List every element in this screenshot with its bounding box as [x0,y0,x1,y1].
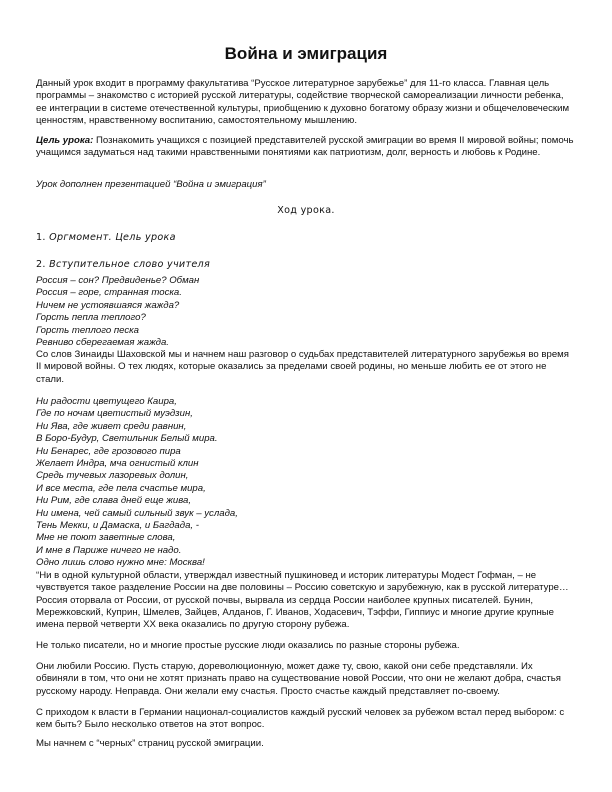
poem-line: Россия – горе, странная тоска. [36,287,182,299]
loved-russia-paragraph: Они любили Россию. Пусть старую, дореволюционную, может даже ту, свою, какой они себе представляли. Их обвиняли в том, что они не хотят признать право на существование новой России, что они не желают добра, счастья русскому народу. Неправда. Они желали ему счастья. Просто счастье каждый представляет по-своему. [36,661,561,697]
section-1-heading [36,232,176,243]
poem-line: Мне не поют заветные слова, [36,532,176,544]
poem-line: Желает Индра, мча огнистый клин [36,458,199,470]
poem-line: Ни Бенарес, где грозового пира [36,445,181,457]
goal-text: Познакомить учащихся с позицией представителей русской эмиграции во время II мировой войны; помочь учащимся задуматься над такими нравственными понятиями как патриотизм, долг, верность и любовь к Родине. [36,135,574,159]
poem-line: И мне в Париже ничего не надо. [36,544,182,556]
not-only-writers-paragraph: Не только писатели, но и многие простые русские люди оказались по разные стороны рубежа. [36,640,460,651]
poem-moscow [36,396,576,570]
poem-line: Тень Мекки, и Дамаска, и Багдада, - [36,520,199,532]
poem-line: Горсть пепла теплого? [36,312,146,324]
poem-line: Где по ночам цветистый муэдзин, [36,408,193,420]
supplement-note: Урок дополнен презентацией “Война и эмиграция” [36,179,266,190]
section-2-text: Вступительное слово учителя [49,259,211,270]
section-2-heading [36,259,210,270]
poem-line: Ни имена, чей самый сильный звук – услада, [36,507,238,519]
course-heading: Ход урока. [277,205,335,216]
poem-line: Ничем не устоявшаяся жажда? [36,299,180,311]
poem-line: Россия – сон? Предвиденье? Обман [36,275,200,286]
section-2-number: 2. [36,259,46,270]
poem-line: Ни радости цветущего Каира, [36,396,177,407]
page-title: Война и эмиграция [224,44,388,63]
hofman-paragraph: “Ни в одной культурной области, утверждал известный пушкиновед и историк литературы Модест Гофман, – не чувствуется такое разделение России на две половины – Россию советскую и зарубежную, как в русской литературе… Россия оторвала от России, от русской почвы, вырвала из сердца России наиболее крупных писателей. Бунин, Мережковский, Куприн, Шмелев, Зайцев, Алданов, Г. Иванов, Ходасевич, Тэффи, Гиппиус и многие другие крупные имена первой четверти XX века оказались по другую сторону рубежа. [36,570,569,631]
intro-paragraph: Данный урок входит в программу факультатива “Русское литературное зарубежье” для 11-го класса. Главная цель программы – знакомство с историей русской литературы, содействие творческой самореализации личности ребенка, ее интеграции в системе отечественной культуры, приобщению к духовно богатому образу жизни и общечеловеческим ценностям, нравственному воспитанию, самостоятельному мышлению. [36,78,570,126]
poem-line: Одно лишь слово нужно мне: Москва! [36,557,205,569]
poem-line: В Боро-Будур, Светильник Белый мира. [36,433,218,445]
section-1-number: 1. [36,232,46,243]
poem-line: Средь тучевых лазоревых долин, [36,470,189,482]
paragraph-after-poem-1: Со слов Зинаиды Шаховской мы и начнем наш разговор о судьбах представителей литературного зарубежья во время II мировой войны. О тех людях, которые оказались за пределами своей родины, но меньше любить ее от этого не стали. [36,349,569,385]
nazi-choice-paragraph: С приходом к власти в Германии национал-социалистов каждый русский человек за рубежом встал перед выбором: с кем быть? Было несколько ответов на этот вопрос. [36,707,565,731]
poem-line: И все места, где пела счастье мира, [36,482,206,494]
poem-line: Ни Рим, где слава дней еще жива, [36,495,191,507]
poem-line: Ни Ява, где живет среди равнин, [36,420,187,432]
poem-line: Ревниво сберегаемая жажда. [36,337,169,349]
poem-shakhovskaya [36,275,576,349]
goal-paragraph [36,135,576,160]
section-1-text: Оргмомент. Цель урока [49,232,176,243]
poem-line: Горсть теплого песка [36,324,139,336]
black-pages-paragraph: Мы начнем с “черных” страниц русской эмиграции. [36,738,264,749]
goal-label: Цель урока: [36,135,94,146]
